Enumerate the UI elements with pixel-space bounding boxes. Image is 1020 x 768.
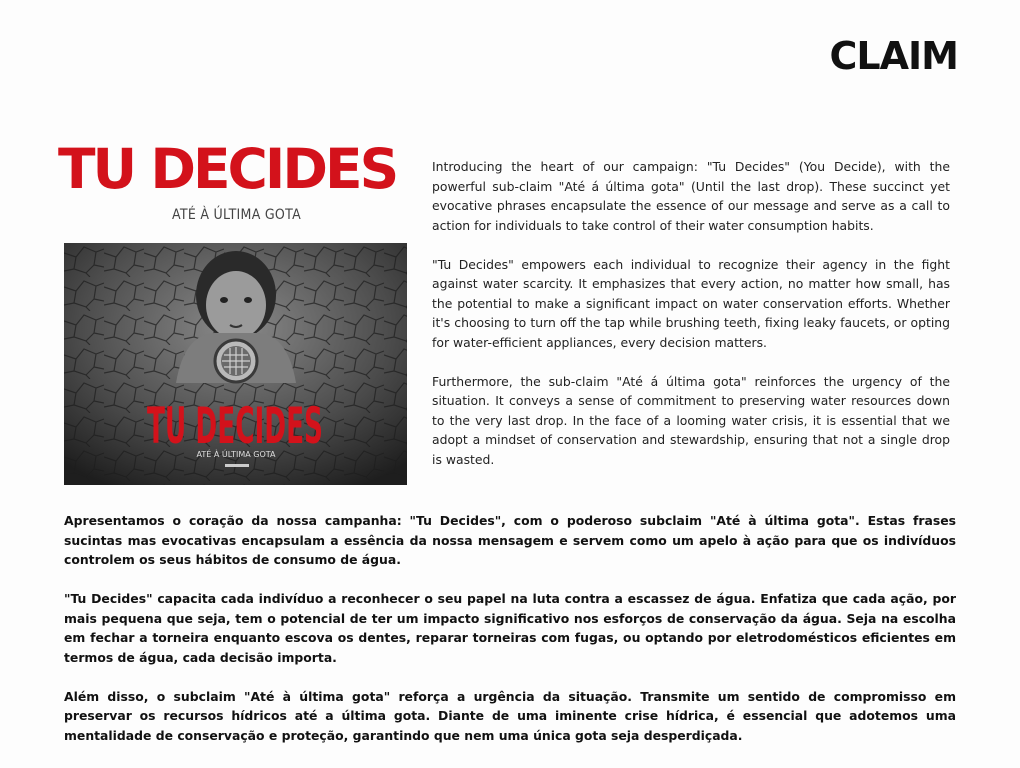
portuguese-paragraph: Apresentamos o coração da nossa campanha: "Tu Decides", com o poderoso subclaim "Até à última gota". Estas frases sucintas mas evocativas encapsulam a essência da nossa mensagem e servem como um apelo à ação para que os indivíduos controlem os seus hábitos de consumo de água. — [64, 513, 956, 567]
portuguese-description — [64, 511, 956, 765]
poster-title: TU DECIDES — [147, 397, 323, 455]
english-paragraph: Furthermore, the sub-claim "Até á última gota" reinforces the urgency of the situation. It conveys a sense of commitment to preserving water resources down to the very last drop. In the face of a looming water crisis, it is essential that we adopt a mindset of conservation and stewardship, ensuring that not a single drop is wasted. — [432, 373, 950, 467]
campaign-poster-image — [64, 243, 407, 485]
campaign-logo-subtitle: ATÉ À ÚLTIMA GOTA — [172, 207, 301, 223]
page-title: CLAIM — [829, 34, 958, 78]
english-paragraph: "Tu Decides" empowers each individual to recognize their agency in the fight against water scarcity. It emphasizes that every action, no matter how small, has the potential to make a significant impact on water conservation efforts. Whether it's choosing to turn off the tap while brushing teeth, fixing leaky faucets, or opting for water-efficient appliances, every decision matters. — [432, 256, 950, 350]
campaign-logo-title: TU DECIDES — [58, 137, 397, 201]
poster-subtitle: ATÉ À ÚLTIMA GOTA — [196, 450, 276, 459]
english-description — [432, 157, 950, 489]
poster-small-print — [225, 464, 249, 467]
portuguese-paragraph: Além disso, o subclaim "Até à última gota" reforça a urgência da situação. Transmite um sentido de compromisso em preservar os recursos hídricos até a última gota. Diante de uma iminente crise hídrica, é essencial que adotemos uma mentalidade de conservação e proteção, garantindo que nem uma única gota seja desperdiçada. — [64, 688, 956, 743]
portuguese-paragraph: "Tu Decides" capacita cada indivíduo a reconhecer o seu papel na luta contra a escassez de água. Enfatiza que cada ação, por mais pequena que seja, tem o potencial de ter um impacto significativo nos esforços de conservação da água. Seja na escolha em fechar a torneira enquanto escova os dentes, reparar torneiras com fugas, ou optando por eletrodomésticos eficientes em termos de água, cada decisão importa. — [64, 591, 956, 665]
english-paragraph: Introducing the heart of our campaign: "Tu Decides" (You Decide), with the powerful sub-claim "Até á última gota" (Until the last drop). These succinct yet evocative phrases encapsulate the essence of our message and serve as a call to action for individuals to take control of their water consumption habits. — [432, 159, 950, 233]
